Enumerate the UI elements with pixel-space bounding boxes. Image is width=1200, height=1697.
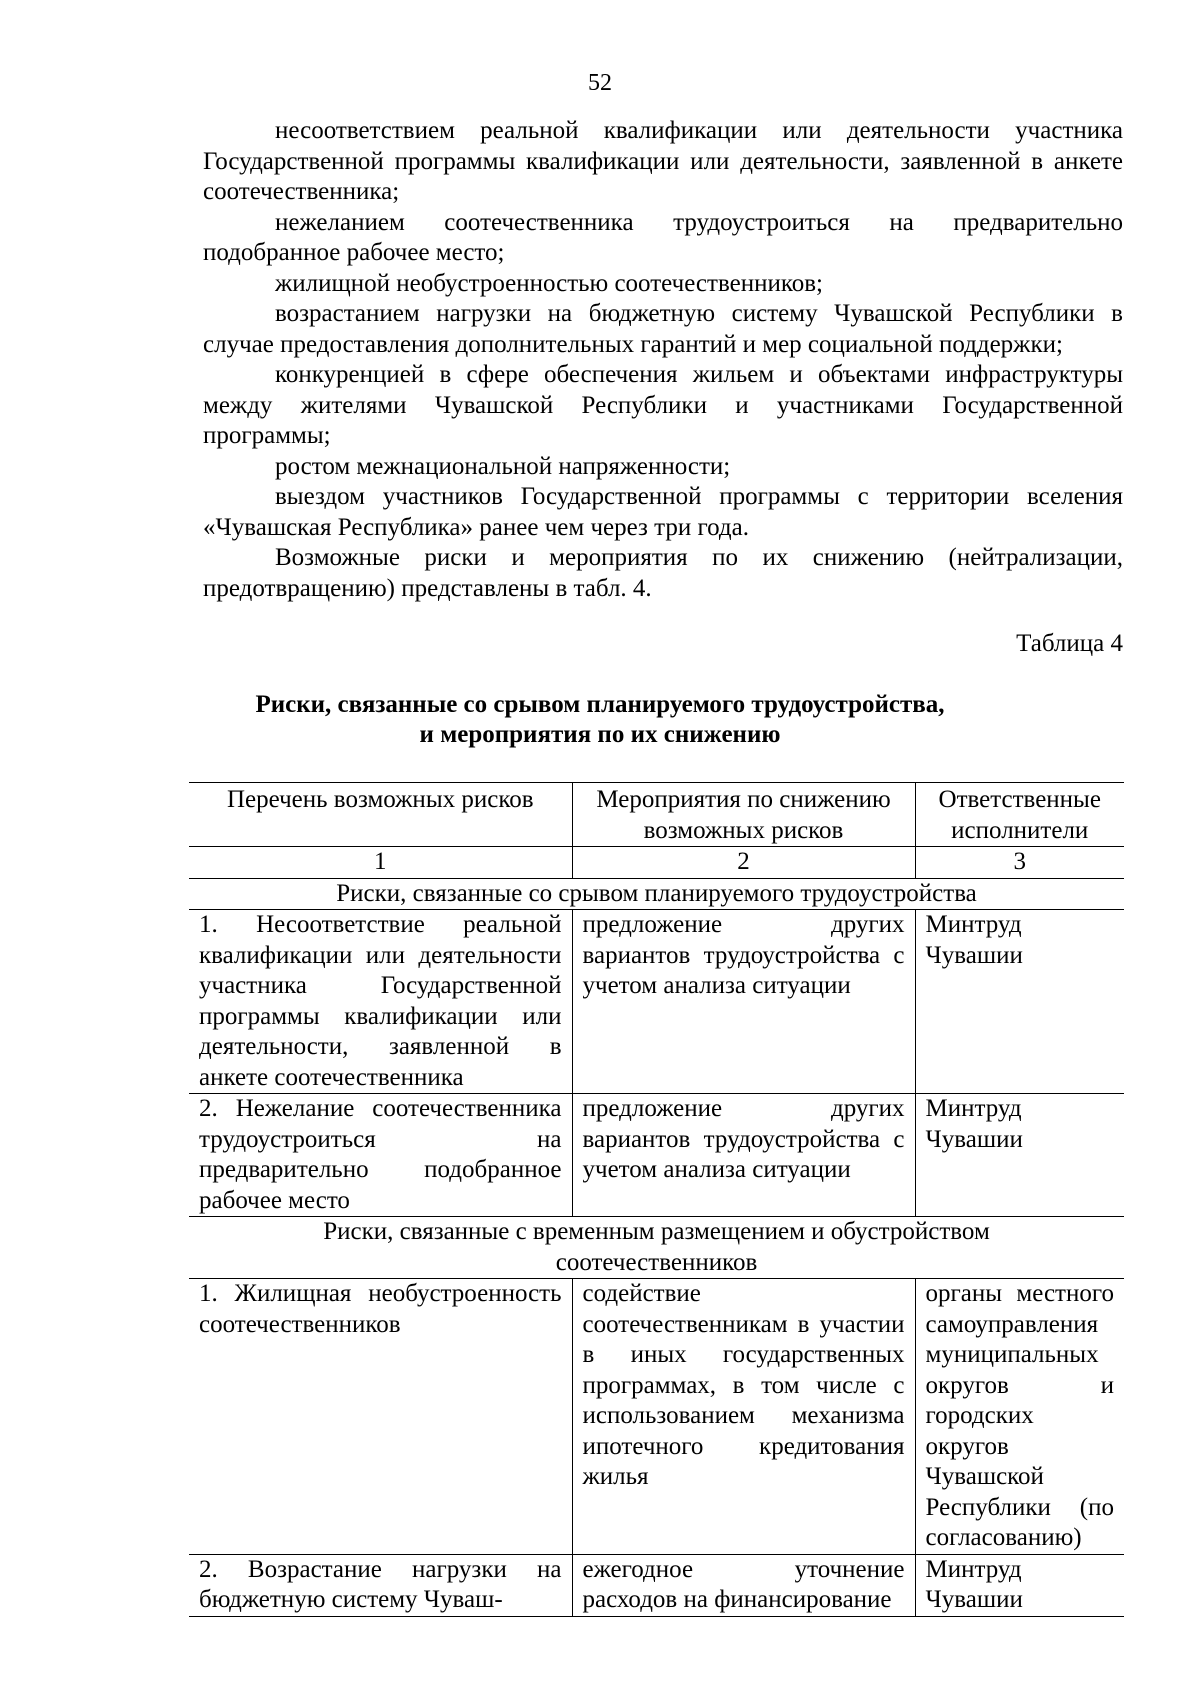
section-heading: Риски, связанные с временным размещением и обустройством соотечественников xyxy=(189,1217,1124,1279)
table-row xyxy=(189,910,1124,1094)
paragraph: несоответствием реальной квалификации или деятельности участника Государственной программы квалификации или деятельности, заявленной в анкете соотечественника; xyxy=(203,117,1123,205)
section-row xyxy=(189,1217,1124,1279)
table-title-line: и мероприятия по их снижению xyxy=(419,721,781,748)
column-number: 1 xyxy=(189,847,572,879)
paragraph: нежеланием соотечественника трудоустроиться на предварительно подобранное рабочее место; xyxy=(203,208,1123,266)
measure-cell: предложение других вариантов трудоустройства с учетом анализа ситуации xyxy=(572,1094,915,1217)
table-label: Таблица 4 xyxy=(1016,630,1123,657)
executor-cell: органы местного самоуправления муниципальных округов и городских округов Чувашской Республики (по согласованию) xyxy=(915,1279,1124,1555)
page-number: 52 xyxy=(588,70,612,96)
paragraph: ростом межнациональной напряженности; xyxy=(275,452,731,480)
executor-cell: Минтруд Чувашии xyxy=(915,910,1124,1094)
measure-cell: содействие соотечественникам в участии в иных государственных программах, в том числе с использованием механизма ипотечного кредитования жилья xyxy=(572,1279,915,1555)
table-title-line: Риски, связанные со срывом планируемого трудоустройства, xyxy=(255,691,945,718)
paragraph: возрастанием нагрузки на бюджетную систему Чувашской Республики в случае предоставления дополнительных гарантий и мер социальной поддержки; xyxy=(203,300,1123,358)
header-cell: Перечень возможных рисков xyxy=(189,783,572,847)
measure-cell: предложение других вариантов трудоустройства с учетом анализа ситуации xyxy=(572,910,915,1094)
table-title xyxy=(0,690,1200,750)
measure-cell: ежегодное уточнение расходов на финансирование xyxy=(572,1554,915,1616)
table-header-row xyxy=(189,783,1124,847)
section-row xyxy=(189,878,1124,910)
header-cell: Ответственные исполнители xyxy=(915,783,1124,847)
risks-table xyxy=(189,782,1124,1617)
paragraph: выездом участников Государственной программы с территории вселения «Чувашская Республика» ранее чем через три года. xyxy=(203,483,1123,541)
column-number: 2 xyxy=(572,847,915,879)
executor-cell: Минтруд Чувашии xyxy=(915,1554,1124,1616)
paragraph: жилищной необустроенностью соотечественников; xyxy=(275,269,823,297)
risk-cell: 2. Возрастание нагрузки на бюджетную систему Чуваш- xyxy=(189,1554,572,1616)
paragraph: конкуренцией в сфере обеспечения жильем и объектами инфраструктуры между жителями Чувашской Республики и участниками Государственной программы; xyxy=(203,361,1123,449)
body-text xyxy=(203,116,1123,604)
section-heading: Риски, связанные со срывом планируемого трудоустройства xyxy=(189,878,1124,910)
table-row xyxy=(189,1279,1124,1555)
header-cell: Мероприятия по снижению возможных рисков xyxy=(572,783,915,847)
table-row xyxy=(189,1554,1124,1616)
column-number-row xyxy=(189,847,1124,879)
paragraph: Возможные риски и мероприятия по их снижению (нейтрализации, предотвращению) представлены в табл. 4. xyxy=(203,544,1123,602)
risk-cell: 2. Нежелание соотечественника трудоустроиться на предварительно подобранное рабочее место xyxy=(189,1094,572,1217)
risk-cell: 1. Жилищная необустроенность соотечественников xyxy=(189,1279,572,1555)
column-number: 3 xyxy=(915,847,1124,879)
table-row xyxy=(189,1094,1124,1217)
risk-cell: 1. Несоответствие реальной квалификации или деятельности участника Государственной программы квалификации или деятельности, заявленной в анкете соотечественника xyxy=(189,910,572,1094)
executor-cell: Минтруд Чувашии xyxy=(915,1094,1124,1217)
